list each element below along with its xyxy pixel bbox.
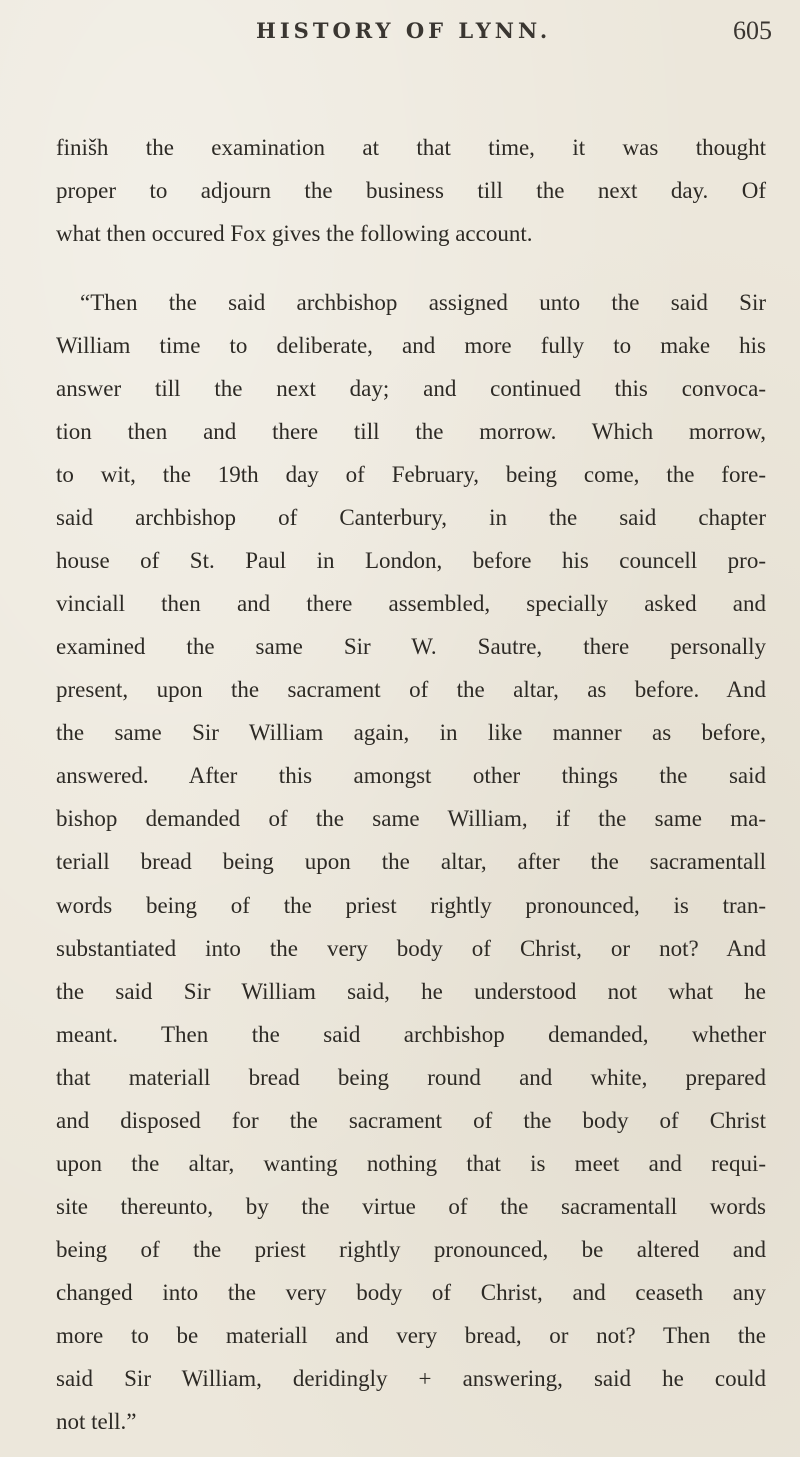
text-line: not tell.”: [56, 1409, 137, 1434]
text-line: examined the same Sir W. Sautre, there personally: [56, 634, 766, 659]
text-line: answered. After this amongst other things the said: [56, 763, 766, 788]
text-line: and disposed for the sacrament of the body of Christ: [56, 1108, 766, 1133]
text-line: to wit, the 19th day of February, being come, the fore-: [56, 462, 766, 487]
text-line: words being of the priest rightly pronounced, is tran-: [56, 893, 766, 918]
text-line: said Sir William, deridingly + answering, said he could: [56, 1366, 766, 1391]
text-line: site thereunto, by the virtue of the sacramentall words: [56, 1194, 766, 1219]
text-line: present, upon the sacrament of the altar, as before. And: [56, 677, 766, 702]
text-line: meant. Then the said archbishop demanded, whether: [56, 1022, 766, 1047]
text-line: William time to deliberate, and more fully to make his: [56, 333, 766, 358]
text-line: answer till the next day; and continued this convoca-: [56, 376, 766, 401]
running-head: [0, 14, 800, 48]
text-line: house of St. Paul in London, before his councell pro-: [56, 548, 766, 573]
text-line: what then occured Fox gives the following account.: [56, 221, 533, 246]
text-line: changed into the very body of Christ, and ceaseth any: [56, 1280, 766, 1305]
running-title: HISTORY OF LYNN.: [256, 18, 552, 43]
text-line: proper to adjourn the business till the next day. Of: [56, 178, 766, 203]
text-line: finišh the examination at that time, it was thought: [56, 135, 766, 160]
text-line: teriall bread being upon the altar, after the sacramentall: [56, 849, 766, 874]
text-line: being of the priest rightly pronounced, be altered and: [56, 1237, 766, 1262]
text-line: said archbishop of Canterbury, in the said chapter: [56, 505, 766, 530]
text-line: vinciall then and there assembled, specially asked and: [56, 591, 766, 616]
text-line: the same Sir William again, in like manner as before,: [56, 720, 766, 745]
page-number: 605: [733, 16, 772, 45]
text-line: more to be materiall and very bread, or not? Then the: [56, 1323, 766, 1348]
text-line: “Then the said archbishop assigned unto the said Sir: [80, 290, 766, 315]
text-line: that materiall bread being round and white, prepared: [56, 1065, 766, 1090]
text-line: tion then and there till the morrow. Which morrow,: [56, 419, 766, 444]
text-line: substantiated into the very body of Christ, or not? And: [56, 936, 766, 961]
text-line: the said Sir William said, he understood not what he: [56, 979, 766, 1004]
text-line: upon the altar, wanting nothing that is meet and requi-: [56, 1151, 766, 1176]
text-line: bishop demanded of the same William, if the same ma-: [56, 806, 766, 831]
